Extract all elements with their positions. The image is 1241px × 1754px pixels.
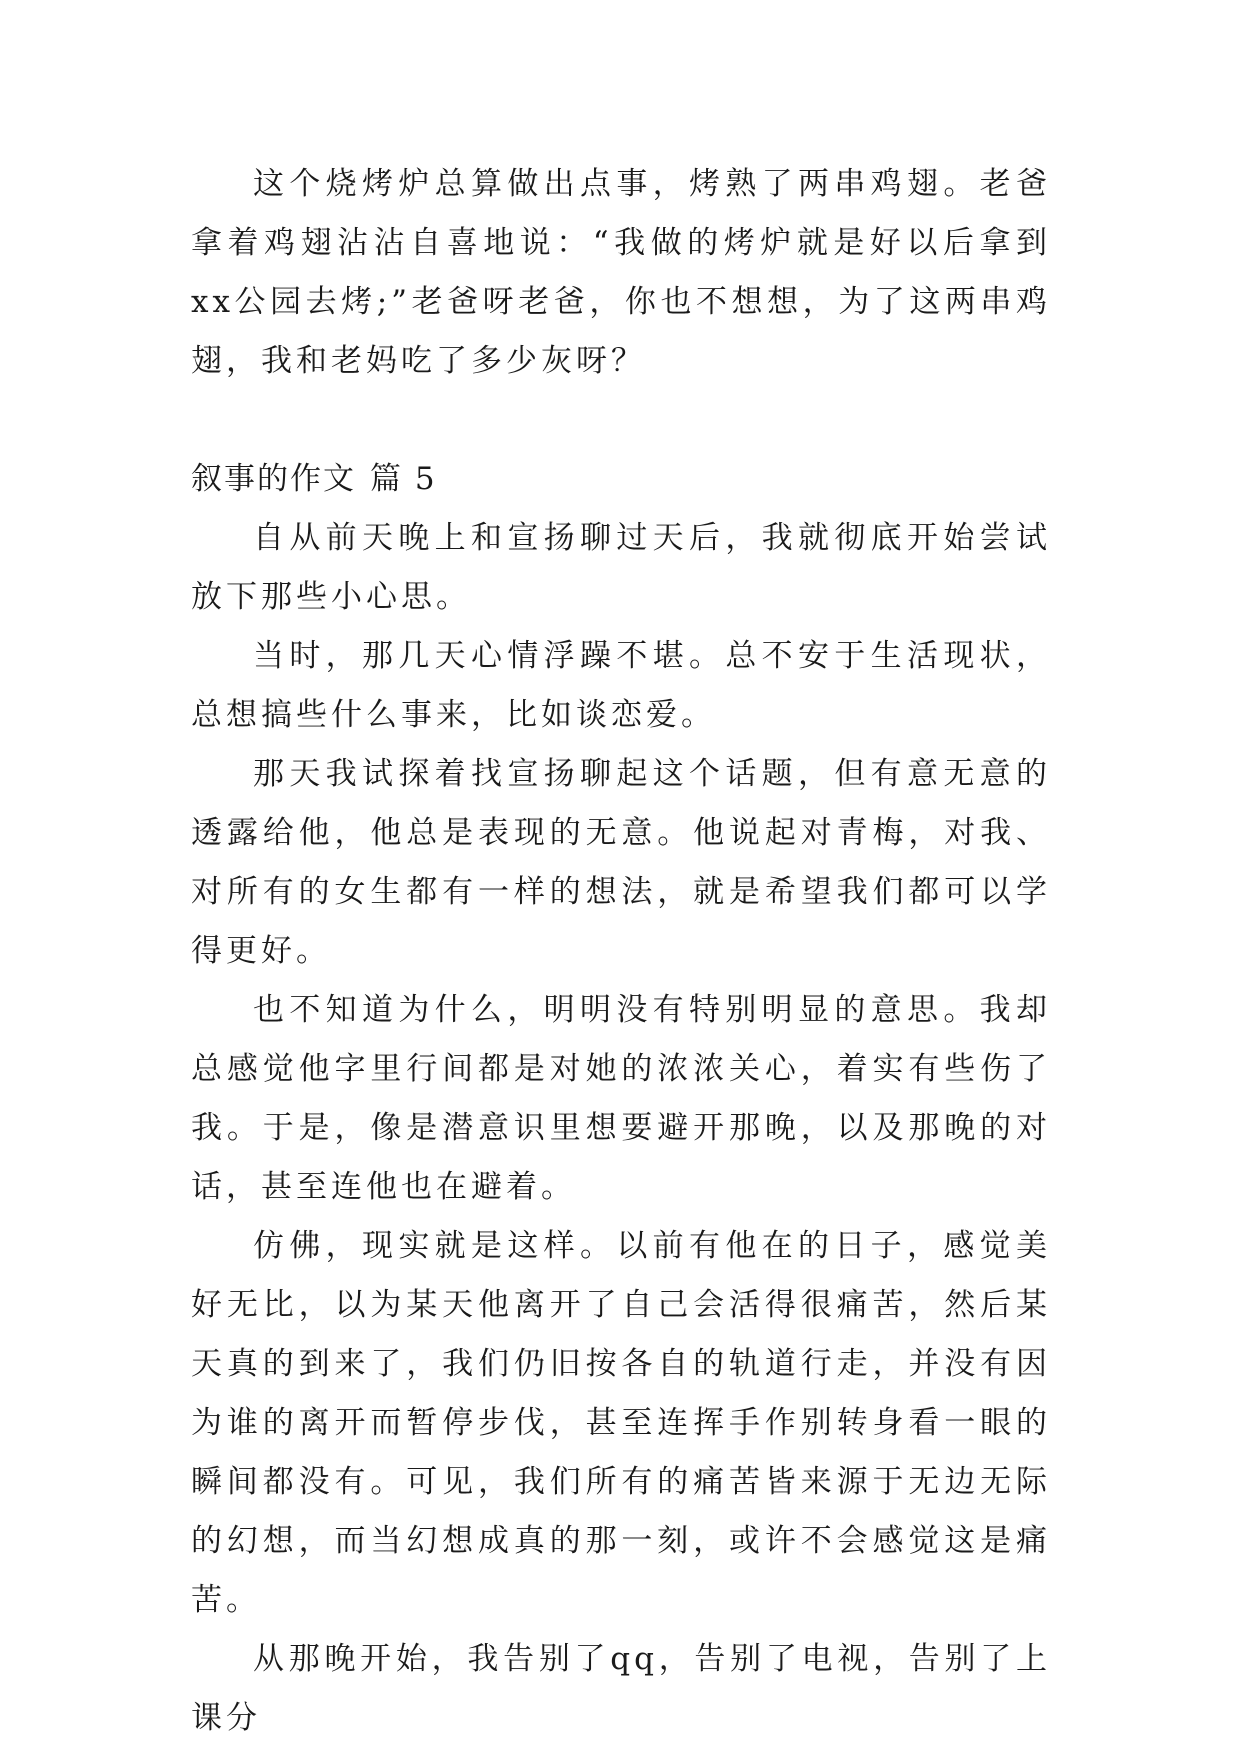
body-paragraph-2: 当时，那几天心情浮躁不堪。总不安于生活现状，总想搞些什么事来，比如谈恋爱。 <box>191 638 1051 733</box>
body-paragraph-1: 自从前天晚上和宣扬聊过天后，我就彻底开始尝试放下那些小心思。 <box>191 520 1051 615</box>
body-paragraph-5: 仿佛，现实就是这样。以前有他在的日子，感觉美好无比，以为某天他离开了自己会活得很痛苦，然后某天真的到来了，我们仍旧按各自的轨道行走，并没有因为谁的离开而暂停步伐，甚至连挥手作别转身看一眼的瞬间都没有。可见，我们所有的痛苦皆来源于无边无际的幻想，而当幻想成真的那一刻，或许不会感觉这是痛苦。 <box>191 1228 1051 1618</box>
body-paragraph-3: 那天我试探着找宣扬聊起这个话题，但有意无意的透露给他，他总是表现的无意。他说起对青梅，对我、对所有的女生都有一样的想法，就是希望我们都可以学得更好。 <box>191 756 1051 969</box>
section-title: 叙事的作文 <box>191 461 356 497</box>
body-paragraph-6: 从那晚开始，我告别了qq，告别了电视，告别了上课分 <box>191 1641 1051 1736</box>
document-page <box>191 155 1051 1748</box>
body-paragraph-4: 也不知道为什么，明明没有特别明显的意思。我却总感觉他字里行间都是对她的浓浓关心，着实有些伤了我。于是，像是潜意识里想要避开那晚，以及那晚的对话，甚至连他也在避着。 <box>191 992 1051 1205</box>
section-heading <box>191 391 1051 509</box>
section-number: 篇 5 <box>370 461 437 497</box>
intro-paragraph: 这个烧烤炉总算做出点事，烤熟了两串鸡翅。老爸拿着鸡翅沾沾自喜地说：“我做的烤炉就是好以后拿到xx公园去烤;”老爸呀老爸，你也不想想，为了这两串鸡翅，我和老妈吃了多少灰呀？ <box>191 166 1051 379</box>
